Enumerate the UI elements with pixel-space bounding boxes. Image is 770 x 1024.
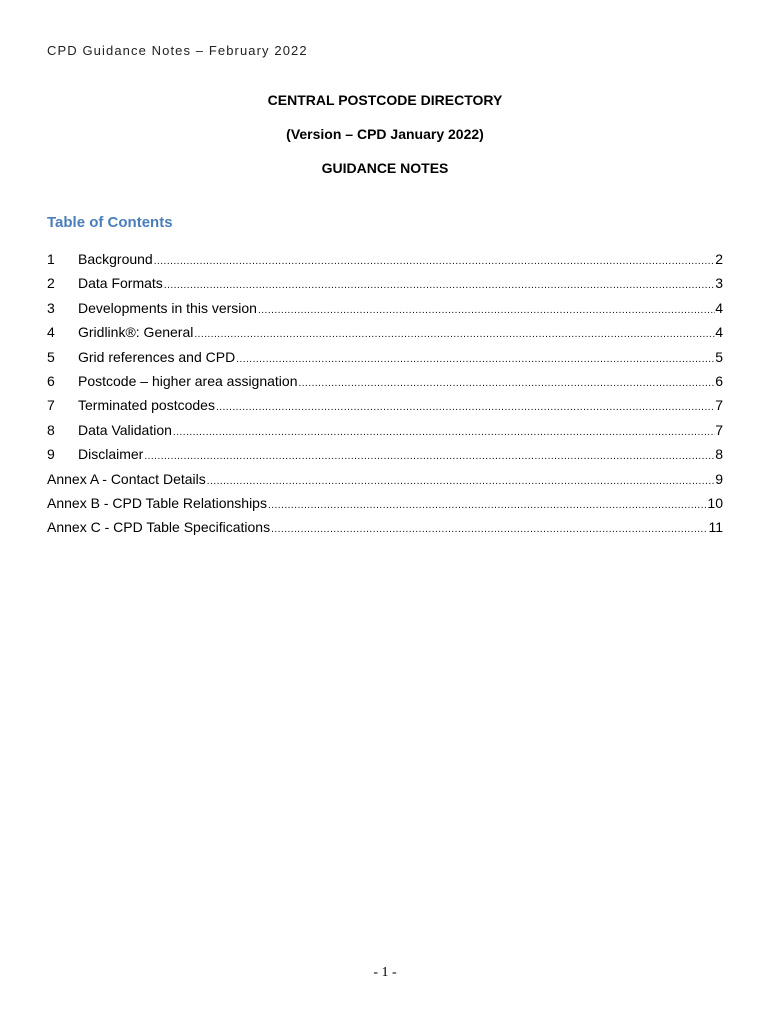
toc-dot-leader — [153, 252, 715, 272]
toc-entry-number: 1 — [47, 251, 55, 267]
toc-entry-page[interactable]: 7 — [715, 421, 723, 438]
running-header: CPD Guidance Notes – February 2022 — [47, 43, 308, 58]
toc-entry-number: 6 — [47, 372, 55, 389]
toc-dot-leader — [172, 423, 715, 443]
toc-entry-number: 5 — [47, 348, 55, 365]
toc-dot-leader — [143, 447, 715, 467]
toc-dot-leader — [270, 520, 708, 540]
document-subtitle: GUIDANCE NOTES — [321, 160, 449, 176]
toc-entry-annex-c[interactable] — [47, 517, 723, 541]
toc-entry-annex-a[interactable] — [47, 469, 723, 493]
toc-dot-leader — [193, 325, 715, 345]
toc-entry-page[interactable]: 4 — [715, 324, 723, 341]
toc-entry-page[interactable]: 3 — [715, 275, 723, 292]
toc-entry-higher-area[interactable] — [47, 371, 723, 395]
toc-entry-number: 8 — [47, 421, 55, 438]
toc-dot-leader — [206, 472, 715, 492]
toc-dot-leader — [297, 374, 715, 394]
toc-entry-page[interactable]: 7 — [715, 397, 723, 414]
toc-dot-leader — [267, 496, 707, 516]
page-number: - 1 - — [373, 965, 397, 980]
toc-entry-page[interactable]: 10 — [707, 494, 723, 511]
toc-dot-leader — [215, 398, 715, 418]
toc-entry-number: 7 — [47, 397, 55, 414]
toc-entry-title[interactable]: Annex A - Contact Details — [47, 470, 206, 487]
toc-entry-page[interactable]: 9 — [715, 470, 723, 487]
toc-entry-number: 4 — [47, 324, 55, 341]
table-of-contents — [47, 249, 723, 542]
toc-dot-leader — [235, 350, 715, 370]
toc-entry-page[interactable]: 5 — [715, 348, 723, 365]
toc-entry-page[interactable]: 6 — [715, 372, 723, 389]
toc-dot-leader — [257, 301, 715, 321]
toc-entry-title[interactable]: Developments in this version — [78, 299, 257, 316]
toc-entry-annex-b[interactable] — [47, 493, 723, 517]
toc-entry-title[interactable]: Gridlink®: General — [78, 324, 194, 341]
toc-entry-page[interactable]: 2 — [715, 251, 723, 267]
toc-entry-number: 2 — [47, 275, 55, 292]
toc-entry-title[interactable]: Background — [78, 251, 153, 267]
toc-entry-developments[interactable] — [47, 298, 723, 322]
toc-entry-title[interactable]: Data Validation — [78, 421, 172, 438]
toc-heading: Table of Contents — [47, 214, 173, 231]
document-title: CENTRAL POSTCODE DIRECTORY — [267, 92, 503, 108]
toc-entry-grid-references[interactable] — [47, 347, 723, 371]
toc-entry-page[interactable]: 4 — [715, 299, 723, 316]
toc-entry-title[interactable]: Annex C - CPD Table Specifications — [47, 519, 271, 536]
toc-entry-title[interactable]: Terminated postcodes — [78, 397, 215, 414]
toc-entry-data-validation[interactable] — [47, 420, 723, 444]
toc-entry-gridlink[interactable] — [47, 322, 723, 346]
toc-entry-title[interactable]: Disclaimer — [78, 446, 144, 463]
toc-entry-data-formats[interactable] — [47, 273, 723, 297]
toc-entry-title[interactable]: Postcode – higher area assignation — [78, 372, 298, 389]
toc-entry-title[interactable]: Data Formats — [78, 275, 163, 292]
document-version: (Version – CPD January 2022) — [286, 126, 484, 142]
toc-entry-number: 9 — [47, 446, 55, 463]
toc-entry-background[interactable] — [47, 249, 723, 273]
toc-entry-page[interactable]: 11 — [708, 519, 723, 536]
toc-entry-title[interactable]: Annex B - CPD Table Relationships — [47, 494, 267, 511]
toc-entry-terminated-postcodes[interactable] — [47, 395, 723, 419]
toc-dot-leader — [163, 276, 715, 296]
toc-entry-page[interactable]: 8 — [715, 446, 723, 463]
toc-entry-number: 3 — [47, 299, 55, 316]
toc-entry-title[interactable]: Grid references and CPD — [78, 348, 236, 365]
toc-entry-disclaimer[interactable] — [47, 444, 723, 468]
